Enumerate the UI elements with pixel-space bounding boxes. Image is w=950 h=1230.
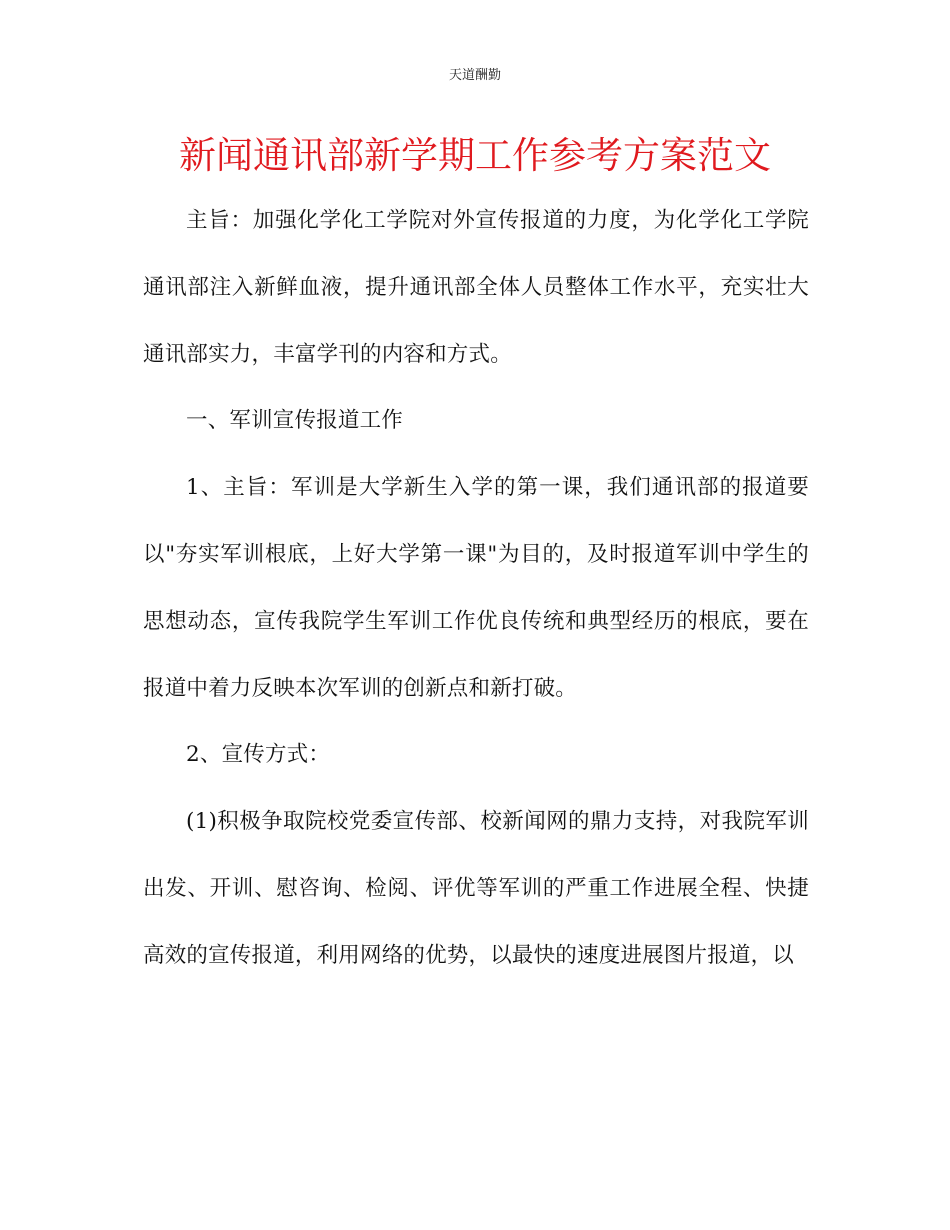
- page-header: 天道酬勤: [448, 68, 501, 83]
- paragraph-training-purpose: 1、主旨：军训是大学新生入学的第一课，我们通讯部的报道要以"夯实军训根底，上好大学第一课"为目的，及时报道军训中学生的思想动态，宣传我院学生军训工作优良传统和典型经历的根底，要在报道中着力反映本次军训的创新点和新打破。: [143, 475, 809, 701]
- document-body: [143, 188, 809, 990]
- paragraph-publicity-methods-heading: 2、宣传方式：: [186, 742, 331, 768]
- document-title: 新闻通讯部新学期工作参考方案范文: [179, 134, 771, 177]
- section-heading-military-training: 一、军训宣传报道工作: [186, 408, 404, 434]
- paragraph-purpose: 主旨：加强化学化工学院对外宣传报道的力度，为化学化工学院通讯部注入新鲜血液，提升通讯部全体人员整体工作水平，充实壮大通讯部实力，丰富学刊的内容和方式。: [143, 208, 809, 367]
- paragraph-publicity-method-1: (1)积极争取院校党委宣传部、校新闻网的鼎力支持，对我院军训出发、开训、慰咨询、检阅、评优等军训的严重工作进展全程、快捷高效的宣传报道，利用网络的优势，以最快的速度进展图片报道，以: [143, 809, 809, 968]
